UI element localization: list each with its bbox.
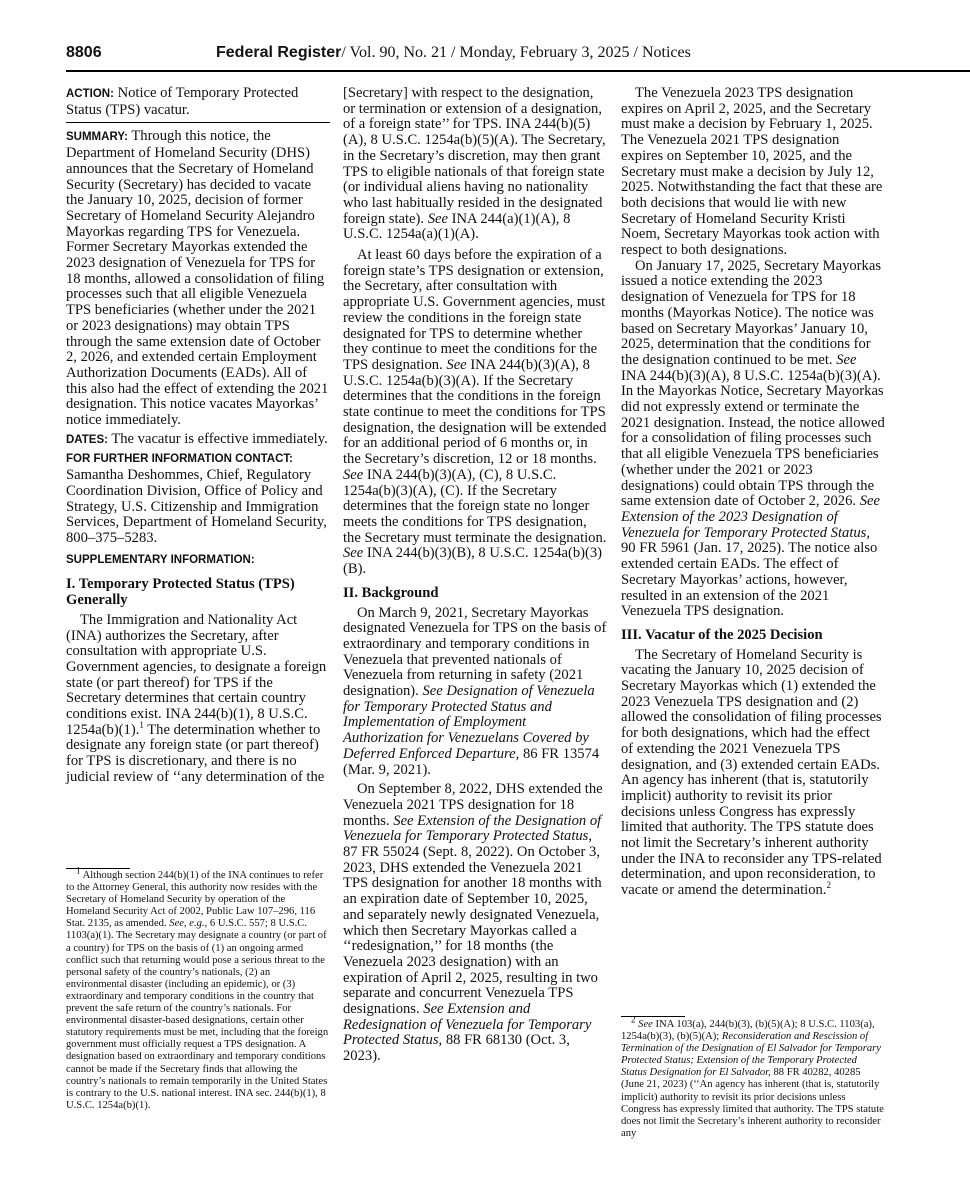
action-rule xyxy=(66,122,330,123)
col3-paragraph-2: On January 17, 2025, Secretary Mayorkas issued a notice extending the 2023 designation of Venezuela for TPS for 18 months (Mayorkas Notice). The notice was based on Secretary Mayorkas’ January 10, 2025, determination that the conditions for the designation continued to be met. See INA 244(b)(3)(A), 8 U.S.C. 1254a(b)(3)(A). In the Mayorkas Notice, Secretary Mayorkas did not expressly extend or terminate the 2021 designation. Instead, the notice allowed for a consolidation of filing processes such that all eligible Venezuela TPS beneficiaries (whether under the 2021 or 2023 designations) could obtain TPS through the same extension date of October 2, 2026. See Extension of the 2023 Designation of Venezuela for Temporary Protected Status, 90 FR 5961 (Jan. 17, 2025). The notice also extended certain EADs. The effect of Secretary Mayorkas’ actions, however, resulted in an extension of the 2021 Venezuela TPS designation. xyxy=(621,257,885,620)
col2-paragraph-3: On March 9, 2021, Secretary Mayorkas designated Venezuela for TPS on the basis of extraordinary and temporary conditions in Venezuela that prevented nationals of Venezuela from returning in safety (2021 designation). See Designation of Venezuela for Temporary Protected Status and Implementation of Employment Authorization for Venezuelans Covered by Deferred Enforced Departure, 86 FR 13574 (Mar. 9, 2021). xyxy=(343,604,607,778)
col3-paragraph-3: The Secretary of Homeland Security is vacating the January 10, 2025 decision of Secretary Mayorkas which (1) extended the 2023 Venezuela TPS designation and (2) allowed the consolidation of filing processes for both designations, which had the effect of extending the 2021 Venezuela TPS designation, and (3) extended certain EADs. An agency has inherent (that is, statutorily implicit) authority to revisit its prior decisions unless Congress has expressly limited that authority. The TPS statute does not limit the Secretary’s inherent authority under the INA to reconsider any TPS-related determination, and upon reconsideration, to vacate or amend the determination.$^2$ xyxy=(621,646,882,899)
footnote-2-ref[interactable]: 2 xyxy=(826,880,831,891)
header-rule xyxy=(66,70,970,72)
column-3 xyxy=(621,86,885,899)
contact-paragraph: FOR FURTHER INFORMATION CONTACT: Samantha Deshommes, Chief, Regulatory Coordination Division, Office of Policy and Strategy, U.S. Citizenship and Immigration Services, Department of Homeland Security, 800–375–5283. xyxy=(66,453,327,546)
section-1-paragraph: The Immigration and Nationality Act (INA) authorizes the Secretary, after consultation with appropriate U.S. Government agencies, to designate a foreign state (or part thereof) for TPS if the Secretary determines that certain country conditions exist. INA 244(b)(1), 8 U.S.C. 1254a(b)(1).$^1$ The determination whether to designate any foreign state (or part thereof) for TPS is discretionary, and there is no judicial review of ‘‘any determination of the xyxy=(66,611,327,785)
summary-paragraph: SUMMARY: Through this notice, the Department of Homeland Security (DHS) announces that the Secretary of Homeland Security (Secretary) has decided to vacate the January 10, 2025, decision of former Secretary of Homeland Security Alejandro Mayorkas regarding TPS for Venezuela. Former Secretary Mayorkas extended the 2023 designation of Venezuela for TPS for 18 months, allowed a consolidation of filing processes such that all eligible Venezuela TPS beneficiaries (whether under the 2021 or 2023 designations) may obtain TPS through the same extension date of October 2, 2026, and extended certain Employment Authorization Documents (EADs). All of this also had the effect of extending the 2021 designation. This notice vacates Mayorkas’ notice immediately. xyxy=(66,128,329,429)
footnote-1-ref[interactable]: 1 xyxy=(139,719,144,730)
issue-info: / Vol. 90, No. 21 / Monday, February 3, 2025 / Notices xyxy=(341,44,691,61)
col2-paragraph-1: [Secretary] with respect to the designation, or termination or extension of a designation, of a foreign state’’ for TPS. INA 244(b)(5)(A), 8 U.S.C. 1254a(b)(5)(A). The Secretary, in the Secretary’s discretion, may then grant TPS to eligible nationals of that foreign state (or individual aliens having no nationality who last habitually resided in the designated foreign state). See INA 244(a)(1)(A), 8 U.S.C. 1254a(a)(1)(A). xyxy=(343,85,606,243)
section-1-heading: I. Temporary Protected Status (TPS) Generally xyxy=(66,576,295,609)
section-2-heading: II. Background xyxy=(343,584,439,601)
action-label: ACTION: xyxy=(66,88,114,100)
col2-paragraph-2: At least 60 days before the expiration of a foreign state’s TPS designation or extension, the Secretary, after consultation with appropriate U.S. Government agencies, must review the conditions in the foreign state designated for TPS to determine whether they continue to meet the conditions for the TPS designation. See INA 244(b)(3)(A), 8 U.S.C. 1254a(b)(3)(A). If the Secretary determines that the conditions in the foreign state continue to meet the conditions for TPS designation, the designation will be extended for an additional period of 6 months or, in the Secretary’s discretion, 12 or 18 months. See INA 244(b)(3)(A), (C), 8 U.S.C. 1254a(b)(3)(A), (C). If the Secretary determines that the foreign state no longer meets the conditions for TPS designation, the Secretary must terminate the designation. See INA 244(b)(3)(B), 8 U.S.C. 1254a(b)(3)(B). xyxy=(343,247,607,578)
running-head xyxy=(216,44,691,62)
page-number: 8806 xyxy=(66,44,102,61)
col3-paragraph-1: The Venezuela 2023 TPS designation expires on April 2, 2025, and the Secretary must make a decision by February 1, 2025. The Venezuela 2021 TPS designation expires on September 10, 2025, and the Secretary must make a decision by July 12, 2025. Notwithstanding the fact that these are both decisions that would lie with new Secretary of Homeland Security Kristi Noem, Secretary Mayorkas took action with respect to both designations. xyxy=(621,85,883,259)
contact-label: FOR FURTHER INFORMATION CONTACT: xyxy=(66,453,293,466)
footnote-2: $^2$ See INA 103(a), 244(b)(3), (b)(5)(A); 8 U.S.C. 1103(a), 1254a(b)(3), (b)(5)(A); Reconsideration and Rescission of Termination of the Designation of El Salvador for Temporary Protected Status; Extension of the Temporary Protected Status Designation for El Salvador, 88 FR 40282, 40285 (June 21, 2023) (‘‘An agency has inherent (that is, statutorily implicit) authority to revisit its prior decisions unless Congress has expressly limited that authority. The TPS statute does not limit the Secretary’s inherent authority to reconsider any xyxy=(621,1014,884,1139)
action-paragraph: ACTION: Notice of Temporary Protected Status (TPS) vacatur. xyxy=(66,85,299,118)
dates-label: DATES: xyxy=(66,433,108,446)
supplementary-paragraph xyxy=(66,552,330,569)
column-2 xyxy=(343,86,607,1065)
footnote-1: $^1$ Although section 244(b)(1) of the INA continues to refer to the Attorney General, this authority now resides with the Secretary of Homeland Security by operation of the Homeland Security Act of 2002, Public Law 107–296, 116 Stat. 2135, as amended. See, e.g., 6 U.S.C. 557; 8 U.S.C. 1103(a)(1). The Secretary may designate a country (or part of a country) for TPS on the basis of (1) an ongoing armed conflict such that returning would pose a serious threat to the personal safety of the country’s nationals, (2) an environmental disaster (including an epidemic), or (3) extraordinary and temporary conditions in the country that prevent the safe return of the country’s nationals. For environmental disaster-based designations, certain other statutory requirements must be met, including that the foreign government must officially request a TPS designation. A designation based on extraordinary and temporary conditions cannot be made if the Secretary finds that allowing the country’s nationals to remain temporarily in the United States is contrary to the U.S. national interest. INA sec. 244(b)(1), 8 U.S.C. 1254a(b)(1). xyxy=(66,865,329,1111)
supplementary-label: SUPPLEMENTARY INFORMATION: xyxy=(66,553,255,566)
page-header xyxy=(66,44,970,70)
section-3-heading: III. Vacatur of the 2025 Decision xyxy=(621,626,823,643)
publication-name: Federal Register xyxy=(216,44,342,61)
summary-label: SUMMARY: xyxy=(66,131,128,144)
col2-paragraph-4: On September 8, 2022, DHS extended the Venezuela 2021 TPS designation for 18 months. See Extension of the Designation of Venezuela for Temporary Protected Status, 87 FR 55024 (Sept. 8, 2022). On October 3, 2023, DHS extended the Venezuela 2021 TPS designation for another 18 months with an expiration date of September 10, 2025, and separately newly designated Venezuela, which then Secretary Mayorkas called a ‘‘redesignation,’’ for 18 months (the Venezuela 2023 designation) with an expiration of April 2, 2025, resulting in two separate and concurrent Venezuela TPS designations. See Extension and Redesignation of Venezuela for Temporary Protected Status, 88 FR 68130 (Oct. 3, 2023). xyxy=(343,781,603,1065)
dates-paragraph: DATES: The vacatur is effective immediately. xyxy=(66,430,328,447)
column-1 xyxy=(66,86,330,786)
